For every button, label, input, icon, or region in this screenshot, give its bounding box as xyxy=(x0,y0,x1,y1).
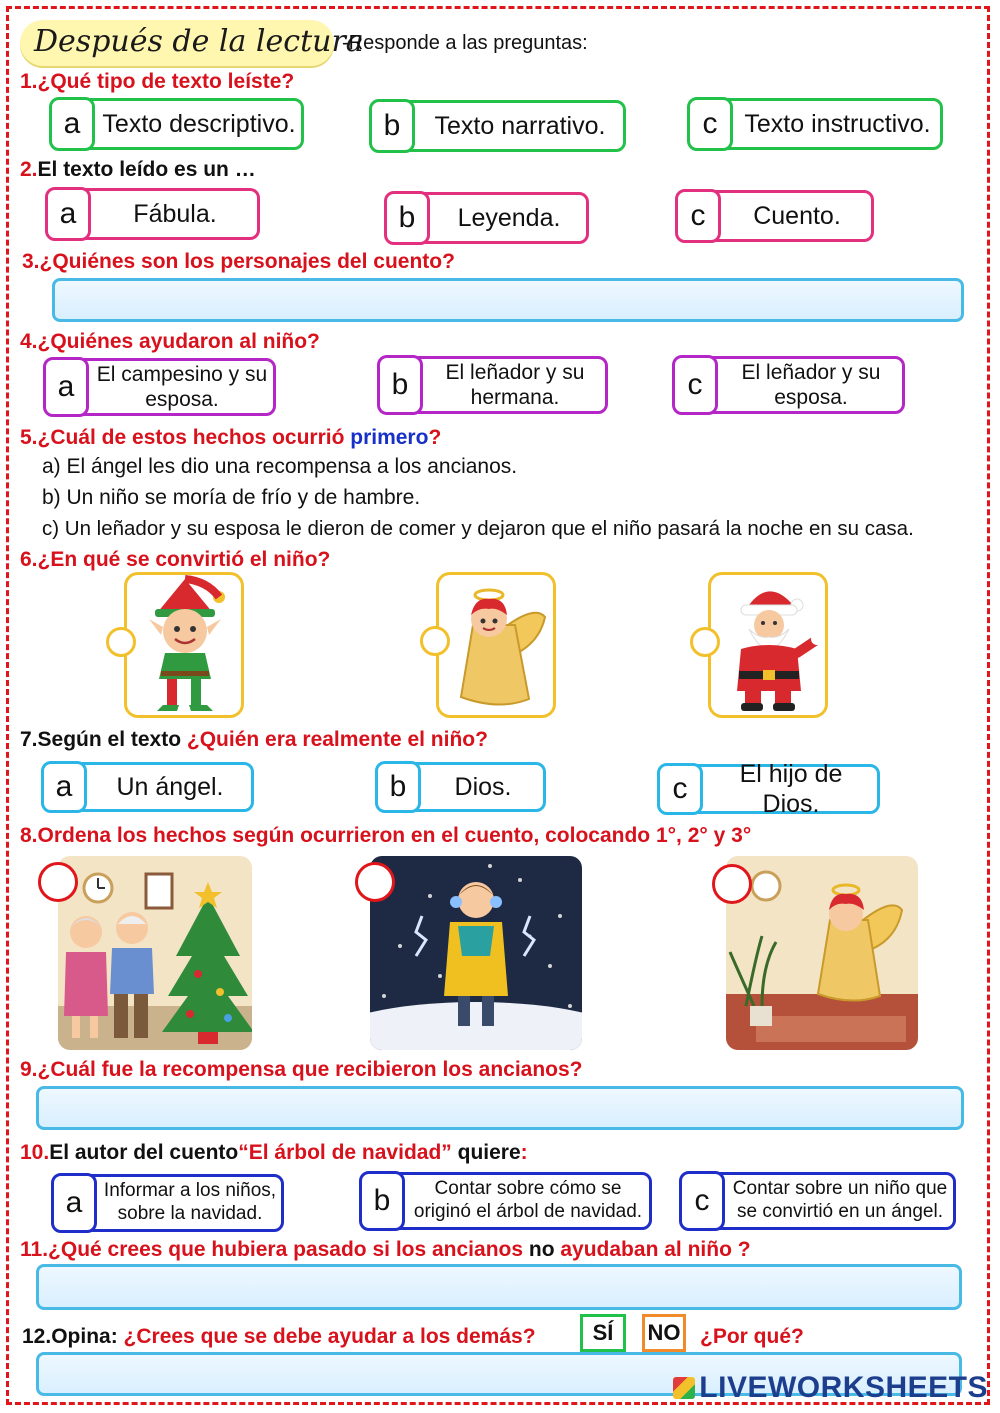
option-text: Dios. xyxy=(454,773,512,801)
q6-radio-angel[interactable] xyxy=(420,626,450,656)
question-10 xyxy=(20,1141,528,1165)
q10-option-c[interactable] xyxy=(680,1172,956,1230)
option-letter: c xyxy=(672,355,718,415)
option-text: Fábula. xyxy=(133,200,217,228)
question-text: 11.¿Qué crees que hubiera pasado si los ancianos xyxy=(20,1238,529,1261)
option-letter: a xyxy=(45,187,91,241)
question-2 xyxy=(20,158,256,182)
q7-option-a[interactable] xyxy=(42,762,254,812)
question-end: ? xyxy=(428,426,442,449)
question-label: Opina: xyxy=(51,1325,118,1348)
question-number: 2. xyxy=(20,158,38,181)
q5-item-b[interactable]: b) Un niño se moría de frío y de hambre. xyxy=(42,486,421,509)
why-question: ¿Por qué? xyxy=(700,1325,804,1348)
question-verb: quiere xyxy=(451,1141,521,1164)
q2-option-c[interactable] xyxy=(676,190,874,242)
option-text: Contar sobre un niño que se convirtió en un ángel. xyxy=(732,1178,948,1222)
scene-elderly-couple xyxy=(58,856,252,1050)
question-4: 4.¿Quiénes ayudaron al niño? xyxy=(20,330,320,353)
question-11 xyxy=(20,1238,751,1262)
question-prefix: 7.Según el texto xyxy=(20,728,187,751)
option-text: Cuento. xyxy=(753,202,841,230)
santa-card xyxy=(708,572,828,718)
question-5 xyxy=(20,426,441,450)
q1-option-a[interactable] xyxy=(50,98,304,150)
q7-option-c[interactable] xyxy=(658,760,880,818)
elf-illustration xyxy=(127,575,241,715)
question-negation: no xyxy=(528,1238,555,1261)
q8-order-circle-1[interactable] xyxy=(38,862,78,902)
q5-item-c[interactable]: c) Un leñador y su esposa le dieron de comer y dejaron que el niño pasará la noche en su casa. xyxy=(42,517,914,540)
question-text: 5.¿Cuál de estos hechos ocurrió xyxy=(20,426,351,449)
question-highlight: primero xyxy=(350,426,429,449)
question-lead: El autor del cuento xyxy=(49,1141,239,1164)
question-colon: : xyxy=(520,1141,528,1164)
option-text: El hijo de Dios. xyxy=(739,760,843,818)
q5-item-a[interactable]: a) El ángel les dio una recompensa a los ancianos. xyxy=(42,455,518,478)
story-title: “El árbol de navidad” xyxy=(238,1141,452,1164)
option-letter: b xyxy=(369,99,415,153)
question-8: 8.Ordena los hechos según ocurrieron en el cuento, colocando 1°, 2° y 3° xyxy=(20,824,752,847)
q10-option-a[interactable] xyxy=(52,1174,284,1232)
question-number: 10. xyxy=(20,1141,50,1164)
no-option[interactable]: NO xyxy=(642,1314,686,1352)
logo-icon xyxy=(673,1377,695,1399)
question-end: ayudaban al niño ? xyxy=(554,1238,751,1261)
logo-text: LIVEWORKSHEETS xyxy=(699,1371,988,1404)
santa-illustration xyxy=(711,575,825,715)
option-letter: c xyxy=(657,763,703,815)
option-letter: c xyxy=(679,1171,725,1231)
option-letter: b xyxy=(375,761,421,813)
question-text: El texto leído es un … xyxy=(37,158,256,181)
cold-boy-illustration xyxy=(370,856,582,1050)
option-text: Un ángel. xyxy=(116,773,224,801)
page-title: Después de la lectura xyxy=(34,24,364,59)
instructions: -Responde a las preguntas: xyxy=(342,32,588,54)
option-text: El leñador y su esposa. xyxy=(741,360,881,409)
q6-radio-santa[interactable] xyxy=(690,627,720,657)
option-letter: b xyxy=(359,1171,405,1231)
q1-option-b[interactable] xyxy=(370,100,626,152)
q9-answer-field[interactable] xyxy=(36,1086,964,1130)
option-letter: b xyxy=(377,355,423,415)
q7-option-b[interactable] xyxy=(376,762,546,812)
question-3: 3.¿Quiénes son los personajes del cuento? xyxy=(22,250,455,273)
option-letter: b xyxy=(384,191,430,245)
option-text: Texto instructivo. xyxy=(744,110,931,138)
q6-radio-elf[interactable] xyxy=(106,627,136,657)
option-text: Texto narrativo. xyxy=(434,112,606,140)
option-text: El leñador y su hermana. xyxy=(445,360,585,409)
question-text: ¿Quién era realmente el niño? xyxy=(186,728,488,751)
option-letter: a xyxy=(51,1173,97,1233)
option-text: Contar sobre cómo se originó el árbol de navidad. xyxy=(413,1178,643,1222)
question-7 xyxy=(20,728,488,752)
q4-option-b[interactable] xyxy=(378,356,608,414)
q10-option-b[interactable] xyxy=(360,1172,652,1230)
angel-room-illustration xyxy=(726,856,918,1050)
q3-answer-field[interactable] xyxy=(52,278,964,322)
q8-order-circle-3[interactable] xyxy=(712,864,752,904)
elderly-couple-tree-illustration xyxy=(58,856,252,1050)
option-letter: a xyxy=(49,97,95,151)
option-letter: c xyxy=(675,189,721,243)
q8-order-circle-2[interactable] xyxy=(355,862,395,902)
q4-option-c[interactable] xyxy=(673,356,905,414)
angel-illustration xyxy=(439,575,553,715)
elf-card xyxy=(124,572,244,718)
option-text: Texto descriptivo. xyxy=(102,110,296,138)
q2-option-b[interactable] xyxy=(385,192,589,244)
option-letter: a xyxy=(41,761,87,813)
question-9: 9.¿Cuál fue la recompensa que recibieron los ancianos? xyxy=(20,1058,583,1081)
liveworksheets-logo xyxy=(673,1371,988,1405)
option-text: Leyenda. xyxy=(457,204,561,232)
option-text: El campesino y su esposa. xyxy=(96,362,268,411)
option-letter: c xyxy=(687,97,733,151)
option-letter: a xyxy=(43,357,89,417)
q2-option-a[interactable] xyxy=(46,188,260,240)
q1-option-c[interactable] xyxy=(688,98,943,150)
question-text: ¿Crees que se debe ayudar a los demás? xyxy=(117,1325,536,1348)
question-6: 6.¿En qué se convirtió el niño? xyxy=(20,548,331,571)
question-number: 12. xyxy=(22,1325,52,1348)
scene-angel-reward xyxy=(726,856,918,1050)
option-text: Informar a los niños, sobre la navidad. xyxy=(103,1180,277,1224)
angel-card xyxy=(436,572,556,718)
q11-answer-field[interactable] xyxy=(36,1264,962,1310)
scene-cold-boy xyxy=(370,856,582,1050)
q4-option-a[interactable] xyxy=(44,358,276,416)
question-1: 1.¿Qué tipo de texto leíste? xyxy=(20,70,295,93)
question-12 xyxy=(22,1325,536,1349)
yes-option[interactable]: SÍ xyxy=(580,1314,626,1352)
